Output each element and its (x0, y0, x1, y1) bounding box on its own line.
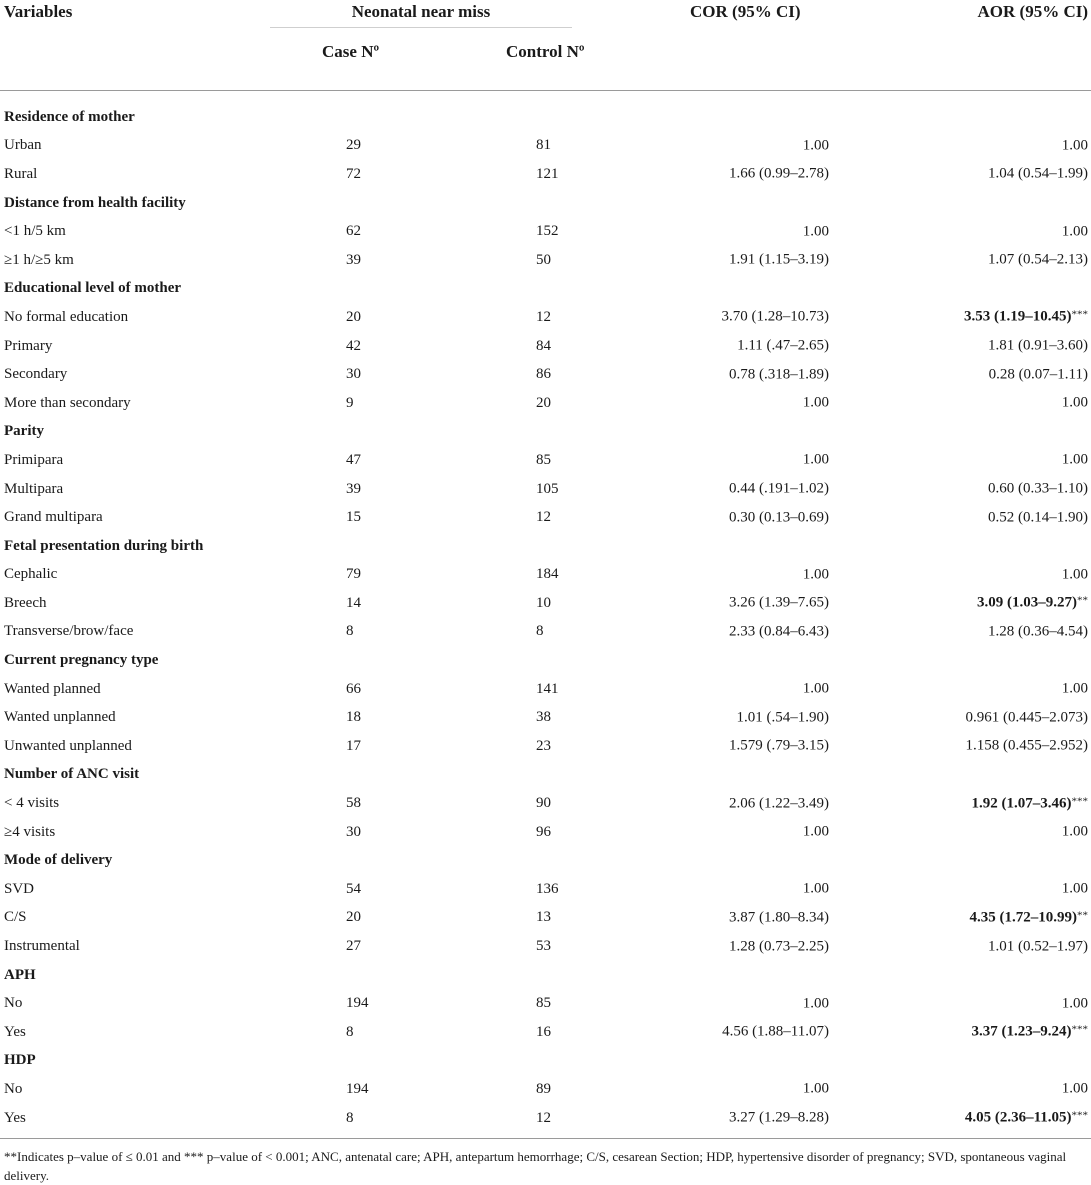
aor-wrap (1062, 137, 1088, 154)
odds-cell (660, 732, 1091, 761)
control-count: 89 (536, 1080, 551, 1097)
odds-cell (660, 1075, 1091, 1104)
control-count: 136 (536, 880, 559, 897)
aor-value: 4.05 (2.36–11.05) (964, 1109, 1072, 1126)
odds-cell (660, 904, 1091, 933)
aor-wrap (1062, 1081, 1088, 1098)
table-row (0, 446, 1091, 475)
section-row (0, 103, 1091, 132)
control-count: 85 (536, 995, 551, 1012)
case-count: 20 (346, 308, 361, 325)
table-body (0, 91, 1091, 1139)
row-label: Breech (4, 594, 47, 611)
case-count: 54 (346, 880, 361, 897)
aor-wrap (977, 595, 1088, 612)
row-label: Urban (4, 137, 42, 154)
aor-wrap (1062, 395, 1088, 412)
case-count: 39 (346, 251, 361, 268)
odds-cell (660, 1018, 1091, 1047)
odds-cell (660, 932, 1091, 961)
cor-value: 1.00 (802, 680, 829, 697)
control-count: 23 (536, 737, 551, 754)
odds-cell (660, 1104, 1091, 1133)
aor-wrap (1062, 566, 1088, 583)
section-label: Distance from health facility (4, 194, 186, 211)
header-case: Case Nº (322, 42, 380, 61)
aor-wrap (965, 1110, 1088, 1127)
row-label: Transverse/brow/face (4, 623, 134, 640)
footnote: **Indicates p–value of ≤ 0.01 and *** p–value of < 0.001; ANC, antenatal care; APH, antepartum hemorrhage; C/S, cesarean Section; HDP, hypertensive disorder of pregnancy; SVD, spontaneous vaginal delivery. (0, 1139, 1091, 1185)
aor-value: 1.28 (0.36–4.54) (988, 623, 1088, 640)
section-row (0, 275, 1091, 304)
aor-value: 3.37 (1.23–9.24) (971, 1023, 1072, 1040)
row-label: < 4 visits (4, 795, 60, 812)
aor-value: 1.00 (1061, 995, 1088, 1012)
odds-cell (660, 303, 1091, 332)
odds-cell (660, 818, 1091, 847)
table-row (0, 1018, 1091, 1047)
control-count: 96 (536, 823, 551, 840)
table-row (0, 932, 1091, 961)
control-count: 141 (536, 680, 559, 697)
aor-value: 1.00 (1061, 394, 1088, 411)
aor-value: 1.00 (1061, 1080, 1088, 1097)
case-count: 194 (346, 995, 369, 1012)
header-row-2 (0, 30, 1091, 91)
row-label: No (4, 1080, 23, 1097)
aor-value: 0.28 (0.07–1.11) (988, 366, 1088, 383)
aor-wrap (1062, 824, 1088, 841)
table-row (0, 160, 1091, 189)
cor-value: 1.91 (1.15–3.19) (729, 251, 829, 268)
significance-marker: ** (1077, 594, 1088, 607)
cor-value: 1.66 (0.99–2.78) (729, 165, 829, 182)
header-control: Control Nº (506, 42, 585, 61)
row-label: Wanted planned (4, 680, 101, 697)
control-count: 121 (536, 165, 559, 182)
control-count: 53 (536, 938, 551, 955)
aor-value: 1.00 (1061, 137, 1088, 154)
header-cor: COR (95% CI) (690, 2, 801, 21)
row-label: No (4, 995, 23, 1012)
odds-cell (660, 332, 1091, 361)
table-row (0, 732, 1091, 761)
control-count: 10 (536, 594, 551, 611)
table-row (0, 1075, 1091, 1104)
control-count: 50 (536, 251, 551, 268)
cor-value: 1.00 (802, 566, 829, 583)
section-row (0, 646, 1091, 675)
control-count: 8 (536, 623, 544, 640)
case-count: 8 (346, 623, 354, 640)
section-row (0, 189, 1091, 218)
aor-wrap (966, 709, 1089, 726)
aor-wrap (970, 909, 1089, 926)
odds-cell (660, 875, 1091, 904)
cor-value: 0.78 (.318–1.89) (729, 366, 829, 383)
case-count: 39 (346, 480, 361, 497)
aor-value: 1.81 (0.91–3.60) (988, 337, 1088, 354)
aor-value: 3.53 (1.19–10.45) (964, 308, 1072, 325)
control-count: 12 (536, 509, 551, 526)
cor-value: 4.56 (1.88–11.07) (722, 1023, 829, 1040)
aor-wrap (988, 252, 1088, 269)
row-label: Yes (4, 1109, 26, 1126)
section-label: Parity (4, 423, 44, 440)
significance-marker: *** (1071, 308, 1088, 321)
aor-wrap (1062, 452, 1088, 469)
table-row (0, 703, 1091, 732)
cor-value: 1.00 (802, 995, 829, 1012)
cor-value: 1.01 (.54–1.90) (736, 709, 829, 726)
section-label: Current pregnancy type (4, 652, 159, 669)
header-group (230, 0, 660, 30)
header-blank-2 (660, 30, 1091, 91)
table-row (0, 360, 1091, 389)
aor-value: 1.07 (0.54–2.13) (988, 251, 1088, 268)
header-aor: AOR (95% CI) (977, 2, 1088, 21)
cor-value: 1.00 (802, 394, 829, 411)
section-label: Number of ANC visit (4, 766, 140, 783)
significance-marker: *** (1071, 795, 1088, 808)
section-row (0, 761, 1091, 790)
cor-value: 1.00 (802, 451, 829, 468)
table-row (0, 132, 1091, 161)
section-row (0, 418, 1091, 447)
aor-value: 1.00 (1061, 223, 1088, 240)
control-count: 85 (536, 451, 551, 468)
aor-wrap (1062, 881, 1088, 898)
aor-value: 1.01 (0.52–1.97) (988, 938, 1088, 955)
odds-cell (660, 703, 1091, 732)
aor-wrap (989, 366, 1088, 383)
aor-value: 1.00 (1061, 451, 1088, 468)
case-count: 14 (346, 594, 361, 611)
row-label: Grand multipara (4, 509, 103, 526)
case-count: 15 (346, 509, 361, 526)
aor-wrap (1062, 223, 1088, 240)
aor-wrap (1062, 681, 1088, 698)
cor-value: 0.44 (.191–1.02) (729, 480, 829, 497)
section-label: Educational level of mother (4, 280, 182, 297)
odds-cell (660, 160, 1091, 189)
section-label: Fetal presentation during birth (4, 537, 204, 554)
cor-value: 1.00 (802, 880, 829, 897)
row-label: Cephalic (4, 566, 58, 583)
odds-cell (660, 989, 1091, 1018)
aor-value: 0.52 (0.14–1.90) (988, 509, 1088, 526)
row-label: More than secondary (4, 394, 131, 411)
table-row (0, 217, 1091, 246)
control-count: 81 (536, 137, 551, 154)
table-row (0, 332, 1091, 361)
odds-cell (660, 446, 1091, 475)
odds-cell (660, 503, 1091, 532)
aor-value: 3.09 (1.03–9.27) (977, 594, 1077, 611)
table-row (0, 1104, 1091, 1133)
row-label: Primipara (4, 451, 64, 468)
row-label: Instrumental (4, 938, 80, 955)
case-count: 72 (346, 165, 361, 182)
row-label: ≥4 visits (4, 823, 56, 840)
cor-value: 2.06 (1.22–3.49) (729, 795, 829, 812)
section-label: Mode of delivery (4, 852, 113, 869)
odds-cell (660, 675, 1091, 704)
case-count: 42 (346, 337, 361, 354)
header-odds (660, 0, 1091, 30)
control-count: 184 (536, 566, 559, 583)
aor-value: 1.158 (0.455–2.952) (965, 737, 1088, 754)
case-count: 29 (346, 137, 361, 154)
row-label: ≥1 h/≥5 km (4, 251, 74, 268)
control-count: 12 (536, 308, 551, 325)
odds-cell (660, 217, 1091, 246)
row-label: <1 h/5 km (4, 223, 66, 240)
table-row (0, 989, 1091, 1018)
control-count: 16 (536, 1023, 551, 1040)
aor-value: 0.961 (0.445–2.073) (965, 709, 1088, 726)
aor-wrap (988, 623, 1088, 640)
row-label: Primary (4, 337, 53, 354)
significance-marker: ** (1077, 909, 1088, 922)
aor-value: 1.00 (1061, 823, 1088, 840)
cor-value: 3.27 (1.29–8.28) (729, 1109, 829, 1126)
section-row (0, 532, 1091, 561)
odds-cell (660, 246, 1091, 275)
row-label: Yes (4, 1023, 26, 1040)
case-count: 18 (346, 709, 361, 726)
odds-cell (660, 389, 1091, 418)
cor-value: 1.00 (802, 1080, 829, 1097)
table-row (0, 589, 1091, 618)
table-row (0, 618, 1091, 647)
cor-value: 1.00 (802, 823, 829, 840)
control-count: 20 (536, 394, 551, 411)
header-row-1 (0, 0, 1091, 30)
row-label: Wanted unplanned (4, 709, 116, 726)
aor-wrap (988, 509, 1088, 526)
control-count: 152 (536, 223, 559, 240)
aor-value: 1.00 (1061, 880, 1088, 897)
aor-value: 0.60 (0.33–1.10) (988, 480, 1088, 497)
control-count: 13 (536, 909, 551, 926)
footnote-row (0, 1139, 1091, 1185)
cor-value: 1.11 (.47–2.65) (737, 337, 829, 354)
cor-value: 3.87 (1.80–8.34) (729, 909, 829, 926)
case-count: 9 (346, 394, 354, 411)
case-count: 27 (346, 938, 361, 955)
row-label: Rural (4, 165, 38, 182)
table-row (0, 561, 1091, 590)
aor-wrap (966, 738, 1089, 755)
header-variables: Variables (4, 2, 73, 21)
case-count: 8 (346, 1023, 354, 1040)
cor-value: 1.00 (802, 223, 829, 240)
table-row (0, 904, 1091, 933)
case-count: 62 (346, 223, 361, 240)
section-label: APH (4, 966, 36, 983)
header-group-label: Neonatal near miss (270, 2, 572, 28)
row-label: Secondary (4, 366, 68, 383)
aor-value: 1.00 (1061, 566, 1088, 583)
case-count: 8 (346, 1109, 354, 1126)
aor-wrap (964, 309, 1088, 326)
case-count: 30 (346, 823, 361, 840)
significance-marker: *** (1071, 1023, 1088, 1036)
table-row (0, 789, 1091, 818)
table-row (0, 875, 1091, 904)
control-count: 86 (536, 366, 551, 383)
control-count: 12 (536, 1109, 551, 1126)
odds-cell (660, 360, 1091, 389)
section-row (0, 961, 1091, 990)
row-label: C/S (4, 909, 27, 926)
table-row (0, 503, 1091, 532)
cor-value: 0.30 (0.13–0.69) (729, 509, 829, 526)
odds-cell (660, 789, 1091, 818)
cor-value: 1.00 (802, 137, 829, 154)
cor-value: 3.70 (1.28–10.73) (721, 308, 829, 325)
case-count: 17 (346, 737, 361, 754)
aor-wrap (988, 338, 1088, 355)
section-label: HDP (4, 1052, 36, 1069)
case-count: 47 (346, 451, 361, 468)
case-count: 58 (346, 795, 361, 812)
aor-wrap (988, 481, 1088, 498)
control-count: 38 (536, 709, 551, 726)
odds-cell (660, 618, 1091, 647)
cor-value: 1.28 (0.73–2.25) (729, 938, 829, 955)
table-row (0, 475, 1091, 504)
odds-cell (660, 132, 1091, 161)
header-blank (0, 30, 230, 91)
control-count: 90 (536, 795, 551, 812)
control-count: 84 (536, 337, 551, 354)
aor-value: 1.00 (1061, 680, 1088, 697)
case-count: 66 (346, 680, 361, 697)
cor-value: 2.33 (0.84–6.43) (729, 623, 829, 640)
case-count: 30 (346, 366, 361, 383)
aor-wrap (988, 938, 1088, 955)
section-row (0, 1047, 1091, 1076)
aor-wrap (988, 166, 1088, 183)
table-row (0, 389, 1091, 418)
aor-wrap (972, 795, 1089, 812)
aor-value: 4.35 (1.72–10.99) (969, 909, 1077, 926)
aor-wrap (1062, 995, 1088, 1012)
aor-value: 1.04 (0.54–1.99) (988, 165, 1088, 182)
table-row (0, 303, 1091, 332)
case-count: 79 (346, 566, 361, 583)
section-label: Residence of mother (4, 108, 135, 125)
row-label: Unwanted unplanned (4, 737, 132, 754)
case-count: 20 (346, 909, 361, 926)
control-count: 105 (536, 480, 559, 497)
aor-wrap (972, 1024, 1089, 1041)
table-row (0, 818, 1091, 847)
aor-value: 1.92 (1.07–3.46) (971, 795, 1072, 812)
odds-cell (660, 475, 1091, 504)
case-count: 194 (346, 1080, 369, 1097)
significance-marker: *** (1071, 1109, 1088, 1122)
row-label: SVD (4, 880, 35, 897)
row-label: No formal education (4, 308, 129, 325)
table-row (0, 675, 1091, 704)
cor-value: 3.26 (1.39–7.65) (729, 594, 829, 611)
cor-value: 1.579 (.79–3.15) (729, 737, 829, 754)
section-row (0, 846, 1091, 875)
odds-cell (660, 561, 1091, 590)
odds-cell (660, 589, 1091, 618)
row-label: Multipara (4, 480, 64, 497)
table-row (0, 246, 1091, 275)
